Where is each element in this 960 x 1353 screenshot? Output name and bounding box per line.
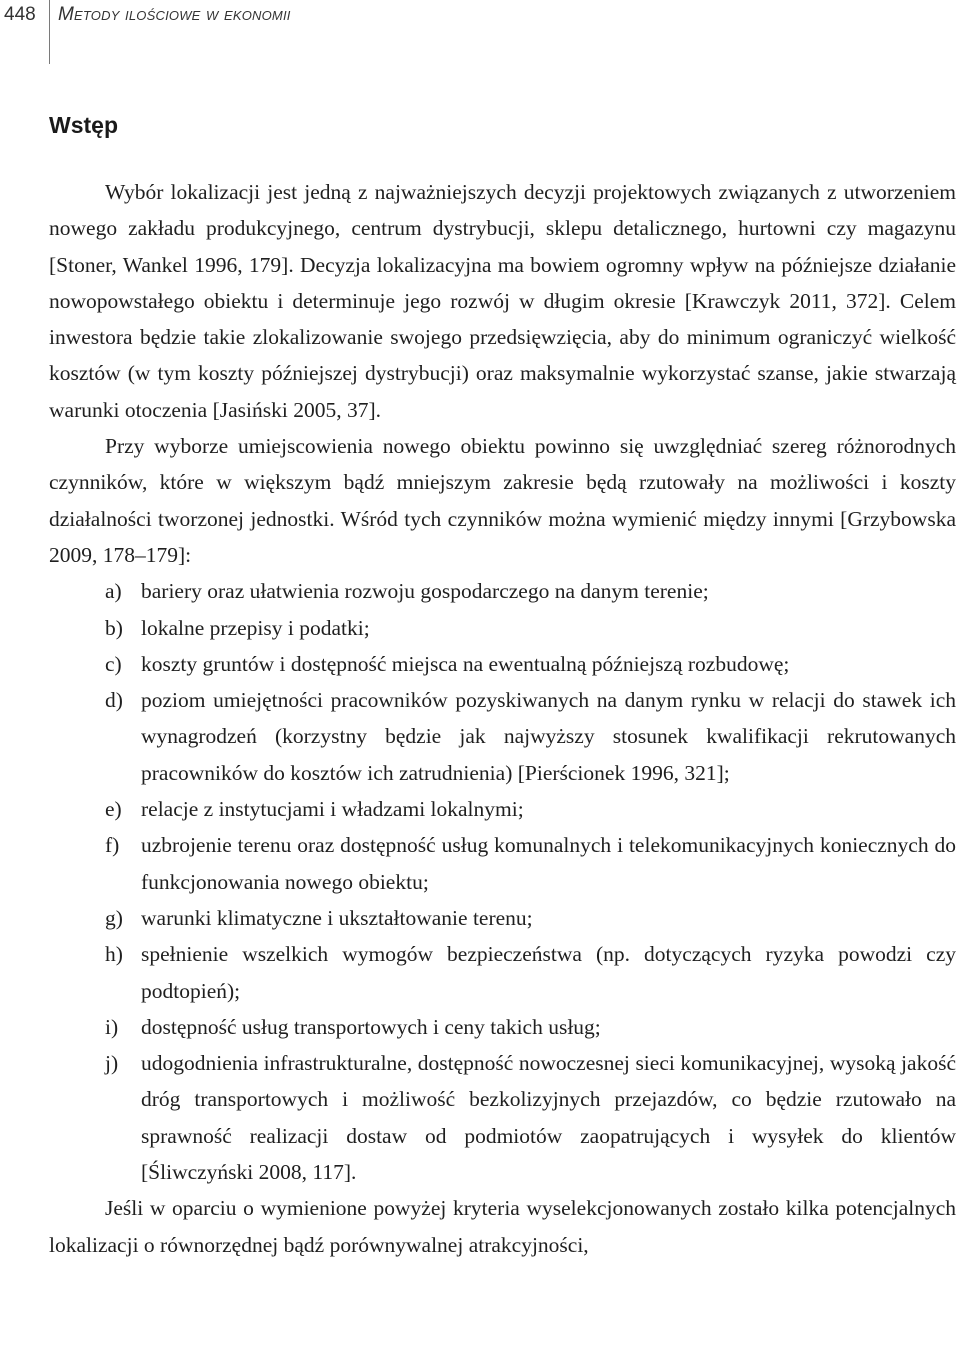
list-item-text: uzbrojenie terenu oraz dostępność usług komunalnych i telekomunikacyjnych koniecznych do funkcjonowania nowego obiektu; [141, 833, 956, 894]
paragraph-selection: Jeśli w oparciu o wymienione powyżej kryteria wyselekcjonowanych zostało kilka potencjalnych lokalizacji o równorzędnej bądź porównywalnej atrakcyjności, [49, 1196, 956, 1257]
page-header [0, 0, 960, 64]
list-marker: d) [105, 688, 123, 713]
list-marker: f) [105, 833, 120, 858]
list-item [49, 936, 956, 1009]
list-item [49, 682, 956, 791]
list-item-text: dostępność usług transportowych i ceny takich usług; [141, 1014, 601, 1039]
list-item-text: warunki klimatyczne i ukształtowanie terenu; [141, 905, 533, 930]
list-item [49, 1045, 956, 1190]
body-text [49, 174, 956, 1263]
list-item-text: spełnienie wszelkich wymogów bezpieczeństwa (np. dotyczących ryzyka powodzi czy podtopień); [141, 942, 956, 1003]
page-number: 448 [4, 4, 36, 25]
running-title: Metody ilościowe w ekonomii [58, 4, 291, 25]
list-item [49, 610, 956, 646]
section-heading: Wstęp [49, 112, 118, 138]
list-marker: b) [105, 615, 123, 640]
list-marker: j) [105, 1051, 119, 1076]
list-marker: e) [105, 797, 122, 822]
list-marker: h) [105, 942, 123, 967]
list-item-text: lokalne przepisy i podatki; [141, 615, 370, 640]
list-item-text: bariery oraz ułatwienia rozwoju gospodarczego na danym terenie; [141, 579, 709, 604]
list-item [49, 646, 956, 682]
list-marker: c) [105, 651, 122, 676]
list-item [49, 1009, 956, 1045]
paragraph-factors: Przy wyborze umiejscowienia nowego obiektu powinno się uwzględniać szereg różnorodnych czynników, które w większym bądź mniejszym zakresie będą rzutowały na możliwości i koszty działalności tworzonej jednostki. Wśród tych czynników można wymienić między innymi [Grzybowska 2009, 178–179]: [49, 434, 956, 567]
list-item-text: koszty gruntów i dostępność miejsca na ewentualną późniejszą rozbudowę; [141, 651, 790, 676]
list-marker: g) [105, 905, 123, 930]
list-item [49, 791, 956, 827]
header-divider [49, 0, 50, 64]
list-marker: i) [105, 1014, 119, 1039]
factor-list [49, 573, 956, 1190]
list-item-text: relacje z instytucjami i władzami lokalnymi; [141, 797, 524, 822]
list-item-text: poziom umiejętności pracowników pozyskiwanych na danym rynku w relacji do stawek ich wynagrodzeń (korzystny będzie jak najwyższy stosunek kwalifikacji rekrutowanych pracowników do kosztów ich zatrudnienia) [Pierścionek 1996, 321]; [141, 688, 956, 785]
list-item [49, 900, 956, 936]
list-item [49, 573, 956, 609]
list-item [49, 827, 956, 900]
list-marker: a) [105, 579, 122, 604]
list-item-text: udogodnienia infrastrukturalne, dostępność nowoczesnej sieci komunikacyjnej, wysoką jakość dróg transportowych i możliwość bezkolizyjnych przejazdów, co będzie rzutowało na sprawność realizacji dostaw od podmiotów zaopatrujących i wysyłek do klientów [Śliwczyński 2008, 117]. [141, 1051, 956, 1185]
paragraph-intro: Wybór lokalizacji jest jedną z najważniejszych decyzji projektowych związanych z utworzeniem nowego zakładu produkcyjnego, centrum dystrybucji, sklepu detalicznego, hurtowni czy magazynu [Stoner, Wankel 1996, 179]. Decyzja lokalizacyjna ma bowiem ogromny wpływ na późniejsze działanie nowopowstałego obiektu i determinuje jego rozwój w długim okresie [Krawczyk 2011, 372]. Celem inwestora będzie takie zlokalizowanie swojego przedsięwzięcia, aby do minimum ograniczyć wielkość kosztów (w tym koszty późniejszej dystrybucji) oraz maksymalnie wykorzystać szanse, jakie stwarzają warunki otoczenia [Jasiński 2005, 37]. [49, 180, 956, 422]
